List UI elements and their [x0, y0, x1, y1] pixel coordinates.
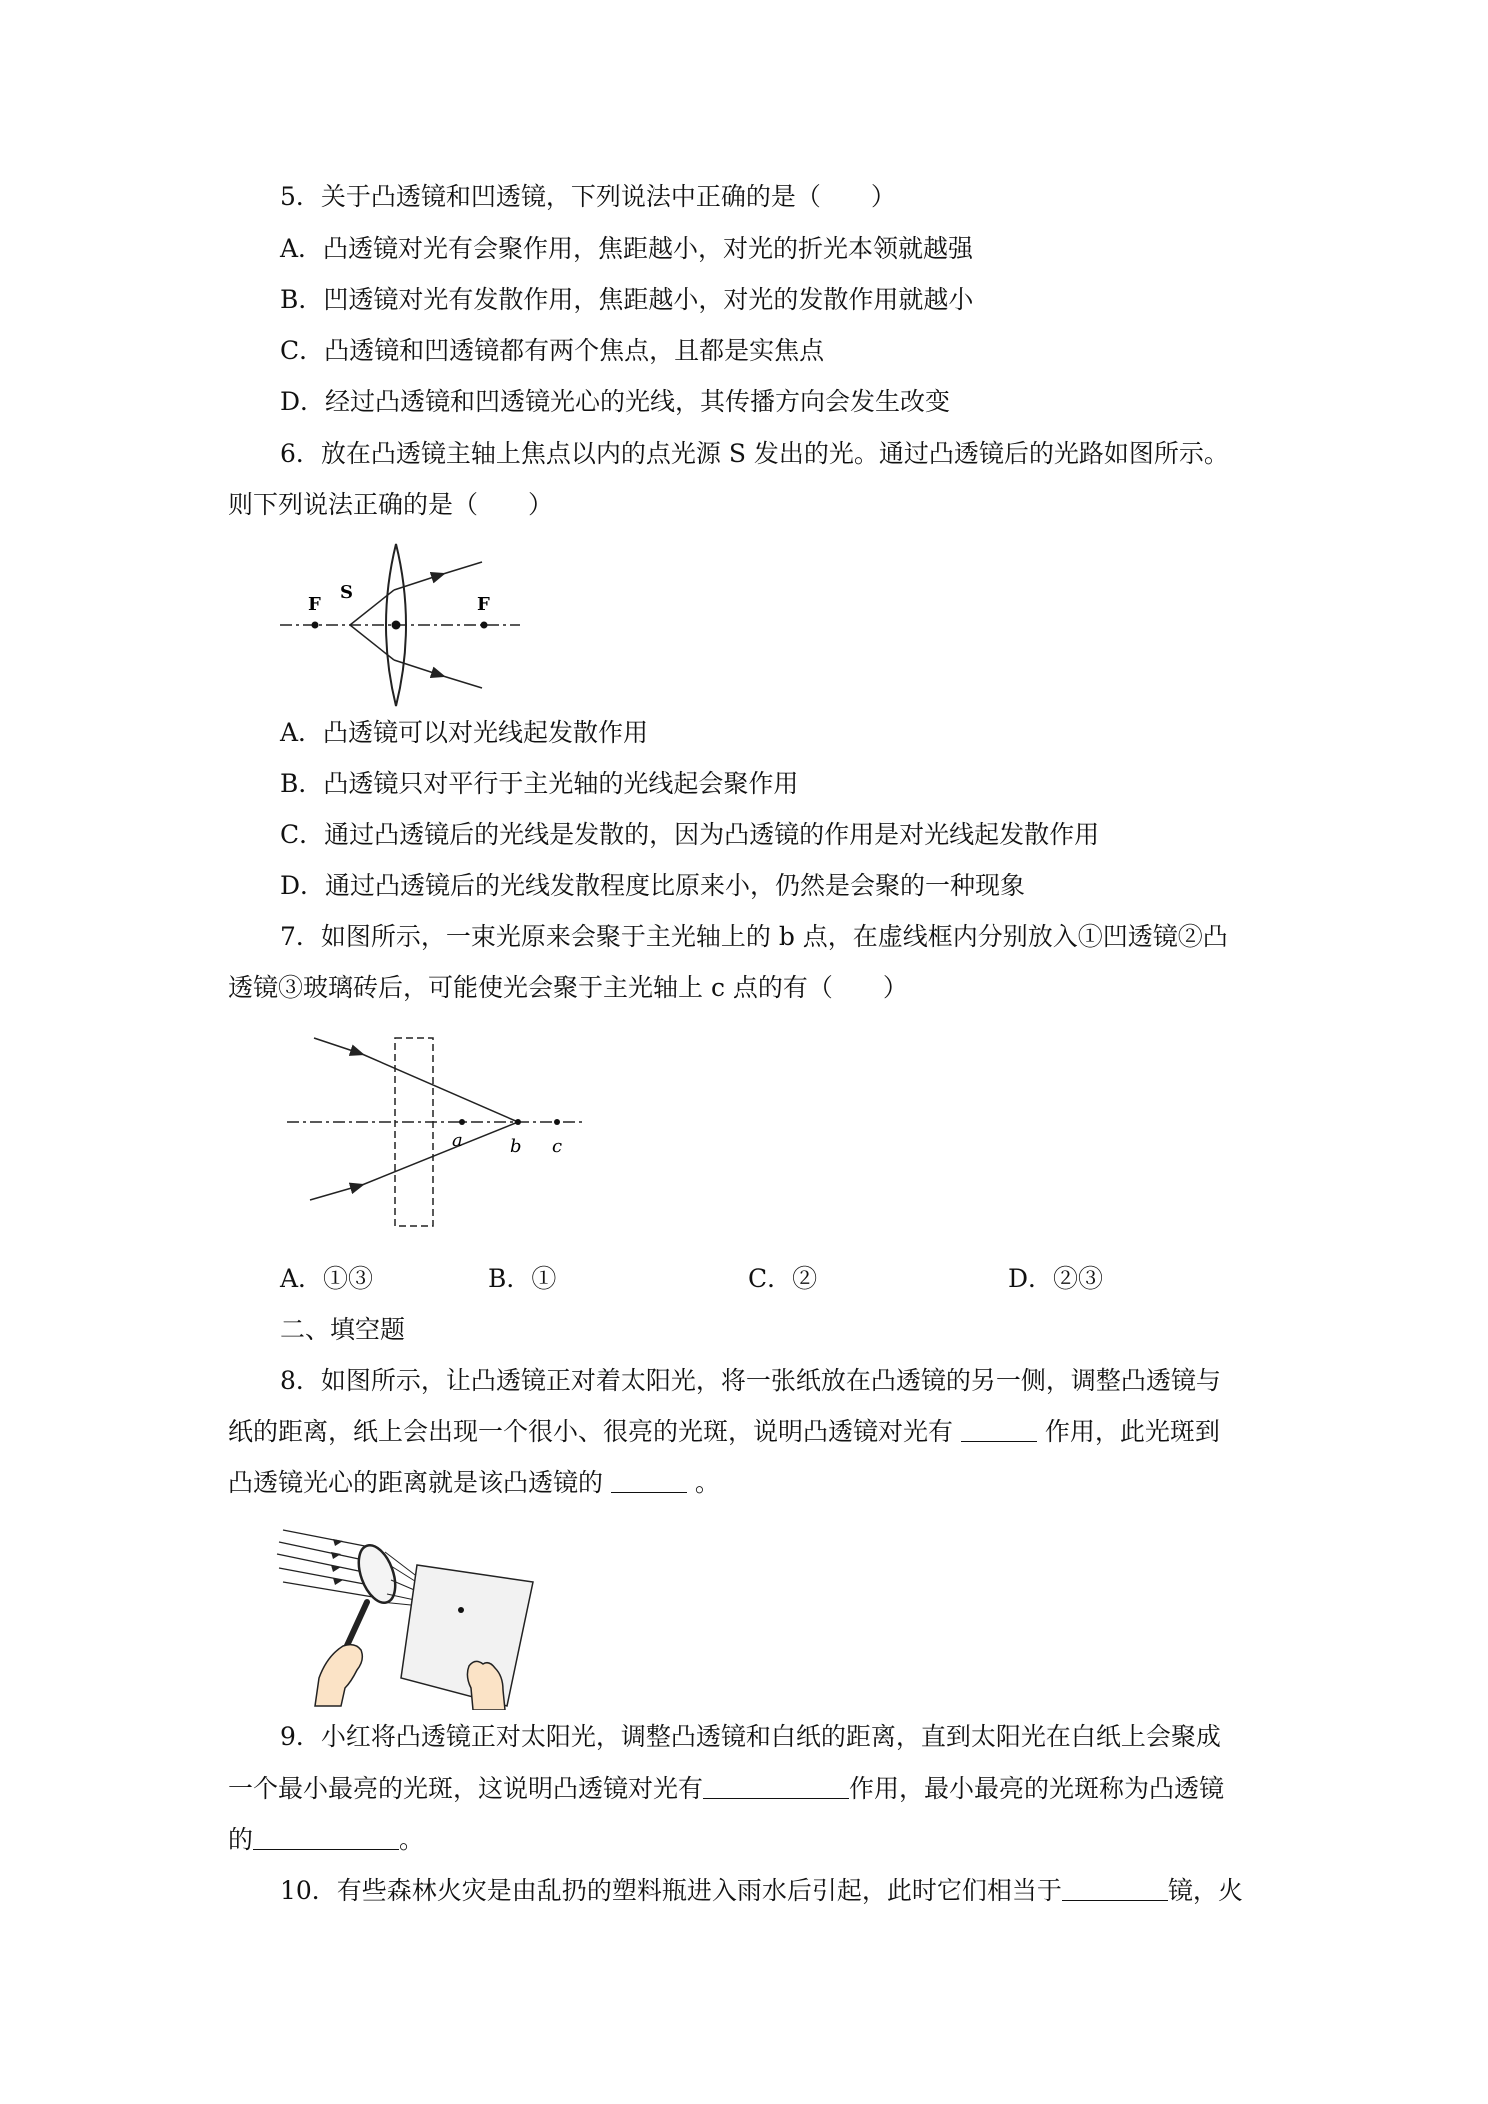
- q8-magnifier-figure: [275, 1510, 545, 1710]
- q6-optical-center: [392, 621, 401, 630]
- section-title-fill-in: 二、填空题: [280, 1315, 406, 1344]
- q7-stem-line2: 透镜③玻璃砖后，可能使光会聚于主光轴上 c 点的有（ ）: [228, 973, 908, 1002]
- q7-point-a: [459, 1119, 465, 1125]
- q8-blank-2[interactable]: [611, 1466, 687, 1493]
- q7-ray-upper-arrow: [314, 1038, 362, 1054]
- q9-line3: [228, 1823, 424, 1857]
- q6-focus-right: [481, 622, 488, 629]
- q7-point-b: [515, 1119, 521, 1125]
- q6-ray-upper-arrow: [394, 574, 443, 590]
- q6-stem-line1: 6．放在凸透镜主轴上焦点以内的点光源 S 发出的光。通过凸透镜后的光路如图所示。: [280, 439, 1229, 468]
- q6-stem-line2: 则下列说法正确的是（ ）: [228, 490, 554, 519]
- q8-light-spot: [458, 1607, 464, 1613]
- q8-left-hand: [315, 1645, 362, 1706]
- q8-line2-text-a: 纸的距离，纸上会出现一个很小、很亮的光斑，说明凸透镜对光有: [228, 1417, 961, 1446]
- q5-option-b: B．凹透镜对光有发散作用，焦距越小，对光的发散作用就越小: [280, 285, 974, 314]
- q9-line3-text-a: 的: [228, 1825, 254, 1854]
- q9-blank-2[interactable]: [253, 1823, 399, 1850]
- q6-label-f-right: F: [477, 594, 490, 615]
- q9-line2: [228, 1772, 1224, 1806]
- q7-ray-lower-arrow: [310, 1185, 362, 1200]
- q8-lens-handle: [345, 1602, 367, 1650]
- q6-option-a: A．凸透镜可以对光线起发散作用: [280, 718, 649, 747]
- q7-dashed-box: [395, 1038, 433, 1226]
- q6-label-f-left: F: [308, 594, 321, 615]
- q5-option-a: A．凸透镜对光有会聚作用，焦距越小，对光的折光本领就越强: [280, 234, 974, 263]
- q7-ray-upper: [362, 1054, 518, 1122]
- q7-label-b: b: [510, 1136, 522, 1157]
- q9-line2-text-a: 一个最小最亮的光斑，这说明凸透镜对光有: [228, 1774, 704, 1803]
- q8-line2-text-b: 作用，此光斑到: [1036, 1417, 1220, 1446]
- q8-line3-text-b: 。: [686, 1468, 720, 1497]
- q7-label-a: a: [452, 1130, 463, 1151]
- q9-line1: 9．小红将凸透镜正对太阳光，调整凸透镜和白纸的距离，直到太阳光在白纸上会聚成: [280, 1722, 1221, 1751]
- q6-focus-left: [312, 622, 319, 629]
- q9-blank-1[interactable]: [703, 1772, 849, 1799]
- q7-ray-lower: [362, 1122, 518, 1185]
- q6-lens-figure: [270, 538, 530, 708]
- q6-ray-lower-out: [443, 676, 482, 688]
- q10-line1: [280, 1874, 1243, 1908]
- q10-line1-text-b: 镜，火: [1167, 1876, 1243, 1905]
- q6-lens-diagram: [270, 538, 530, 708]
- q7-option-d: D．②③: [1008, 1264, 1104, 1293]
- q6-ray-lower-arrow: [394, 660, 443, 676]
- q7-light-figure: [282, 1030, 592, 1230]
- q5-option-d: D．经过凸透镜和凹透镜光心的光线，其传播方向会发生改变: [280, 387, 951, 416]
- q8-line3-text-a: 凸透镜光心的距离就是该凸透镜的: [228, 1468, 611, 1497]
- q6-option-b: B．凸透镜只对平行于主光轴的光线起会聚作用: [280, 769, 799, 798]
- q8-magnifier-illustration: [275, 1510, 545, 1710]
- q6-option-c: C．通过凸透镜后的光线是发散的，因为凸透镜的作用是对光线起发散作用: [280, 820, 1100, 849]
- q8-line2: [228, 1415, 1220, 1449]
- q5-stem: 5．关于凸透镜和凹透镜，下列说法中正确的是（ ）: [280, 182, 896, 211]
- q7-option-b: B．①: [488, 1264, 557, 1293]
- q10-line1-text-a: 10．有些森林火灾是由乱扔的塑料瓶进入雨水后引起，此时它们相当于: [280, 1876, 1062, 1905]
- q9-line3-text-b: 。: [399, 1825, 425, 1854]
- q9-line2-text-b: 作用，最小最亮的光斑称为凸透镜: [849, 1774, 1225, 1803]
- q8-magnifying-lens: [352, 1540, 403, 1607]
- q7-point-c: [554, 1119, 560, 1125]
- q6-label-s: S: [340, 582, 353, 603]
- q7-stem-line1: 7．如图所示，一束光原来会聚于主光轴上的 b 点，在虚线框内分别放入①凹透镜②凸: [280, 922, 1228, 951]
- q6-ray-upper-out: [443, 562, 482, 574]
- q8-line3: [228, 1466, 720, 1500]
- q6-option-d: D．通过凸透镜后的光线发散程度比原来小，仍然是会聚的一种现象: [280, 871, 1026, 900]
- q7-light-diagram: [282, 1030, 592, 1230]
- q8-paper-sheet: [401, 1565, 533, 1706]
- q8-blank-1[interactable]: [961, 1415, 1037, 1442]
- q7-label-c: c: [552, 1136, 563, 1157]
- q5-option-c: C．凸透镜和凹透镜都有两个焦点，且都是实焦点: [280, 336, 825, 365]
- q7-option-c: C．②: [748, 1264, 818, 1293]
- q8-line1: 8．如图所示，让凸透镜正对着太阳光，将一张纸放在凸透镜的另一侧，调整凸透镜与: [280, 1366, 1221, 1395]
- q10-blank-1[interactable]: [1062, 1874, 1168, 1901]
- q7-option-a: A．①③: [280, 1264, 374, 1293]
